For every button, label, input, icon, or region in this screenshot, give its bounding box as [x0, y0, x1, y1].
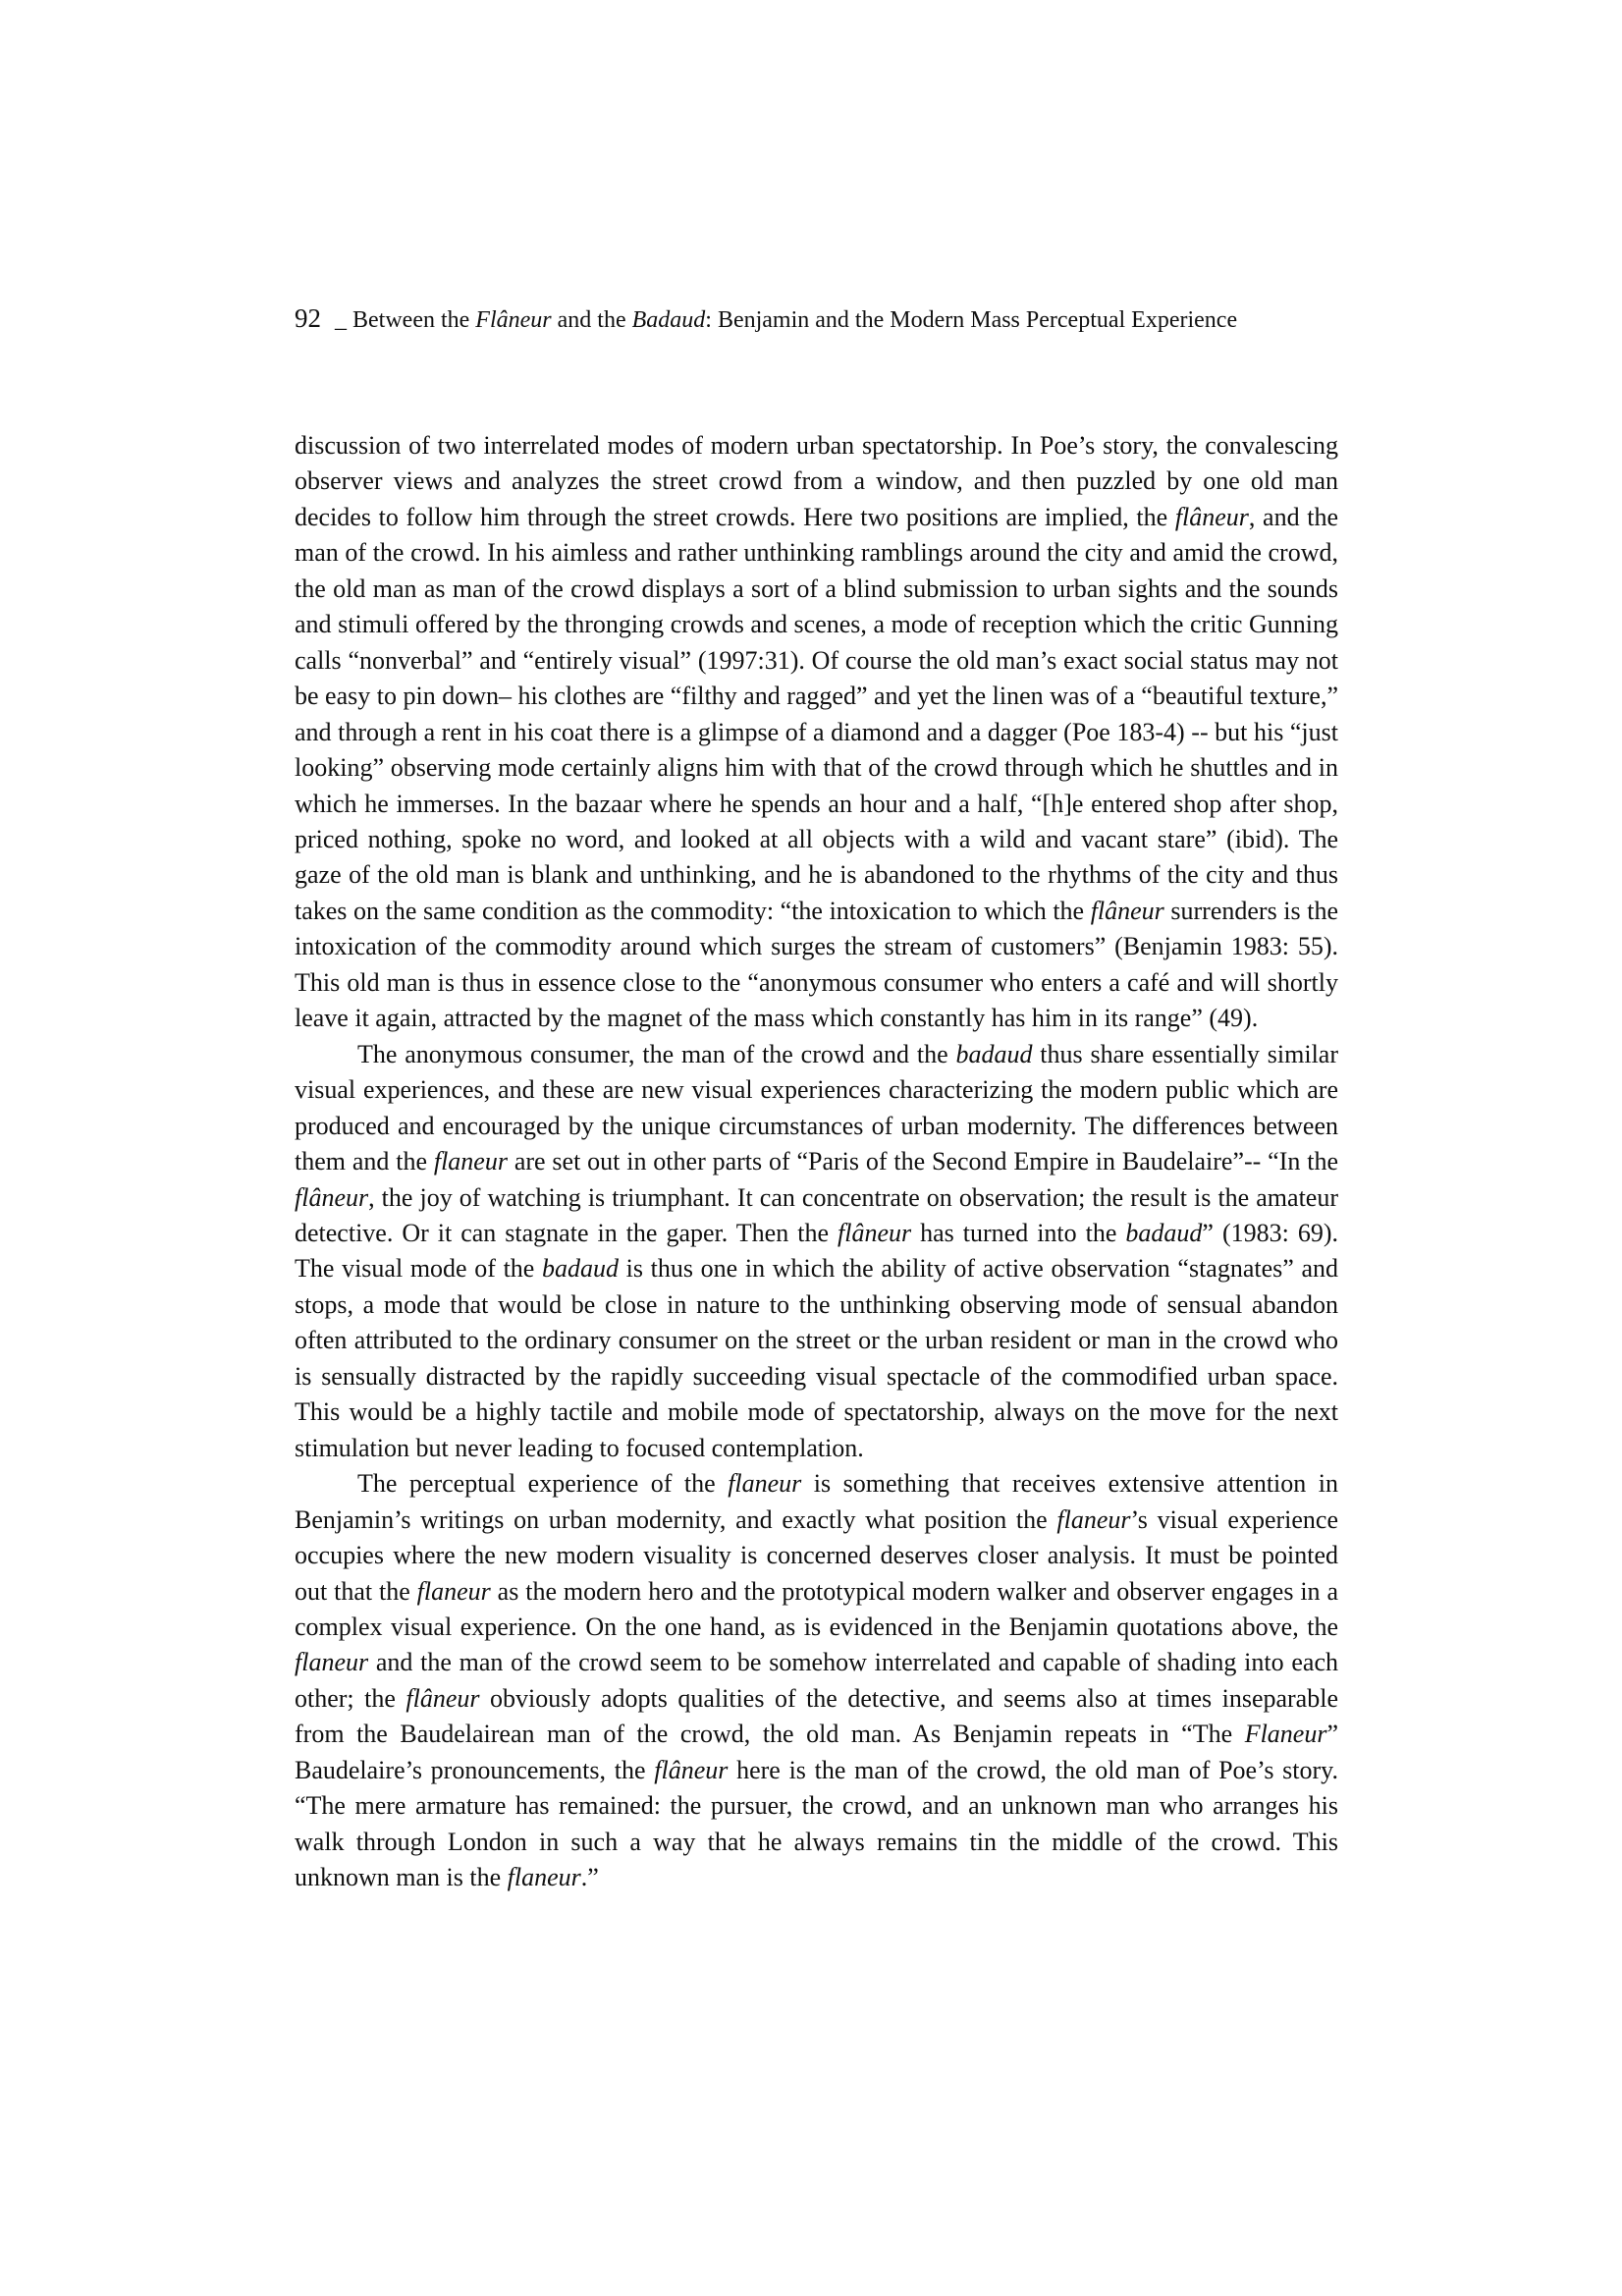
text-run: is something that receives extensive attention in Benjamin’s writings on urban modernity, and exactly what position the [295, 1469, 1338, 1534]
italic-term: flâneur [295, 1182, 369, 1212]
italic-term: flâneur [654, 1755, 729, 1784]
text-run: : Benjamin and the Modern Mass Perceptual Experience [705, 307, 1238, 333]
italic-term: flâneur [406, 1683, 480, 1713]
text-run: and the man of the crowd seem to be somehow interrelated and capable of shading into each other; the [295, 1648, 1338, 1713]
page-number: 92 [295, 303, 321, 333]
text-run: ’s visual experience occupies where the new modern visuality is concerned deserves closer analysis. It must be pointed out that the [295, 1504, 1338, 1606]
text-run: , the joy of watching is triumphant. It can concentrate on observation; the result is the amateur detective. Or it can stagnate in the gaper. Then the [295, 1182, 1338, 1247]
text-run: .” [580, 1863, 599, 1892]
running-title [335, 307, 1237, 333]
italic-term: Flâneur [475, 307, 552, 333]
text-run: is thus one in which the ability of active observation “stagnates” and stops, a mode that would be close in nature to the unthinking observing mode of sensual abandon often attributed to the ordinary consumer on the street or the urban resident or man in the crowd who is sensually distracted by the rapidly succeeding visual spectacle of the commodified urban space. This would be a highly tactile and mobile mode of spectatorship, always on the move for the next stimulation but never leading to focused contemplation. [295, 1254, 1339, 1462]
body-text [295, 428, 1338, 1896]
text-run: , and the man of the crowd. In his aimless and rather unthinking ramblings around the city and amid the crowd, the old man as man of the crowd displays a sort of a blind submission to urban sights and the sounds and stimuli offered by the thronging crowds and scenes, a mode of reception which the critic Gunning calls “nonverbal” and “entirely visual” (1997:31). Of course the old man’s exact social status may not be easy to pin down– his clothes are “filthy and ragged” and yet the linen was of a “beautiful texture,” and through a rent in his coat there is a glimpse of a diamond and a dagger (Poe 183-4) -- but his “just looking” observing mode certainly aligns him with that of the crowd through which he shuttles and in which he immerses. In the bazaar where he spends an hour and a half, “[h]e entered shop after shop, priced nothing, spoke no word, and looked at all objects with a wild and vacant stare” (ibid). The gaze of the old man is blank and unthinking, and he is abandoned to the rhythms of the city and thus takes on the same condition as the commodity: “the intoxication to which the [295, 502, 1338, 925]
italic-term: badaud [1125, 1218, 1203, 1247]
text-run: here is the man of the crowd, the old man of Poe’s story. “The mere armature has remained: the pursuer, the crowd, and an unknown man who arranges his walk through London in such a way that he always remains tin the middle of the crowd. This unknown man is the [295, 1755, 1338, 1892]
italic-term: flâneur [1090, 896, 1164, 925]
text-run: are set out in other parts of “Paris of the Second Empire in Baudelaire”-- “In the [507, 1147, 1338, 1176]
italic-term: flaneur [433, 1147, 508, 1176]
text-run: as the modern hero and the prototypical modern walker and observer engages in a complex visual experience. On the one hand, as is evidenced in the Benjamin quotations above, the [295, 1576, 1338, 1641]
italic-term: flaneur [1056, 1504, 1131, 1534]
text-run: and the [551, 307, 632, 333]
italic-term: flaneur [416, 1576, 491, 1606]
text-run: _ Between the [335, 307, 476, 333]
text-run: ” Baudelaire’s pronouncements, the [295, 1720, 1338, 1784]
italic-term: badaud [955, 1039, 1033, 1068]
italic-term: badaud [542, 1254, 619, 1284]
paragraph [295, 1466, 1338, 1895]
italic-term: Flaneur [1244, 1720, 1327, 1749]
text-run: has turned into the [911, 1218, 1126, 1247]
text-run: surrenders is the intoxication of the commodity around which surges the stream of customers” (Benjamin 1983: 55). This old man is thus in essence close to the “anonymous consumer who enters a café and will shortly leave it again, attracted by the magnet of the mass which constantly has him in its range” (49). [295, 896, 1338, 1033]
text-run: ” (1983: 69). The visual mode of the [295, 1218, 1338, 1284]
italic-term: flâneur [1174, 502, 1249, 531]
paragraph [295, 1037, 1338, 1466]
paragraph [295, 428, 1338, 1037]
text-run: thus share essentially similar visual experiences, and these are new visual experiences characterizing the modern public which are produced and encouraged by the unique circumstances of urban modernity. The differences between them and the [295, 1039, 1338, 1176]
italic-term: flaneur [295, 1648, 369, 1677]
text-run: discussion of two interrelated modes of modern urban spectatorship. In Poe’s story, the convalescing observer views and analyzes the street crowd from a window, and then puzzled by one old man decides to follow him through the street crowds. Here two positions are implied, the [295, 431, 1338, 531]
text-run: obviously adopts qualities of the detective, and seems also at times inseparable from the Baudelairean man of the crowd, the old man. As Benjamin repeats in “The [295, 1683, 1338, 1749]
text-run: The anonymous consumer, the man of the crowd and the [357, 1039, 956, 1068]
running-head [295, 303, 1375, 335]
text-run: The perceptual experience of the [357, 1469, 729, 1499]
italic-term: flâneur [838, 1218, 912, 1247]
italic-term: Badaud [631, 307, 706, 333]
italic-term: flaneur [507, 1863, 581, 1892]
italic-term: flaneur [728, 1469, 802, 1499]
